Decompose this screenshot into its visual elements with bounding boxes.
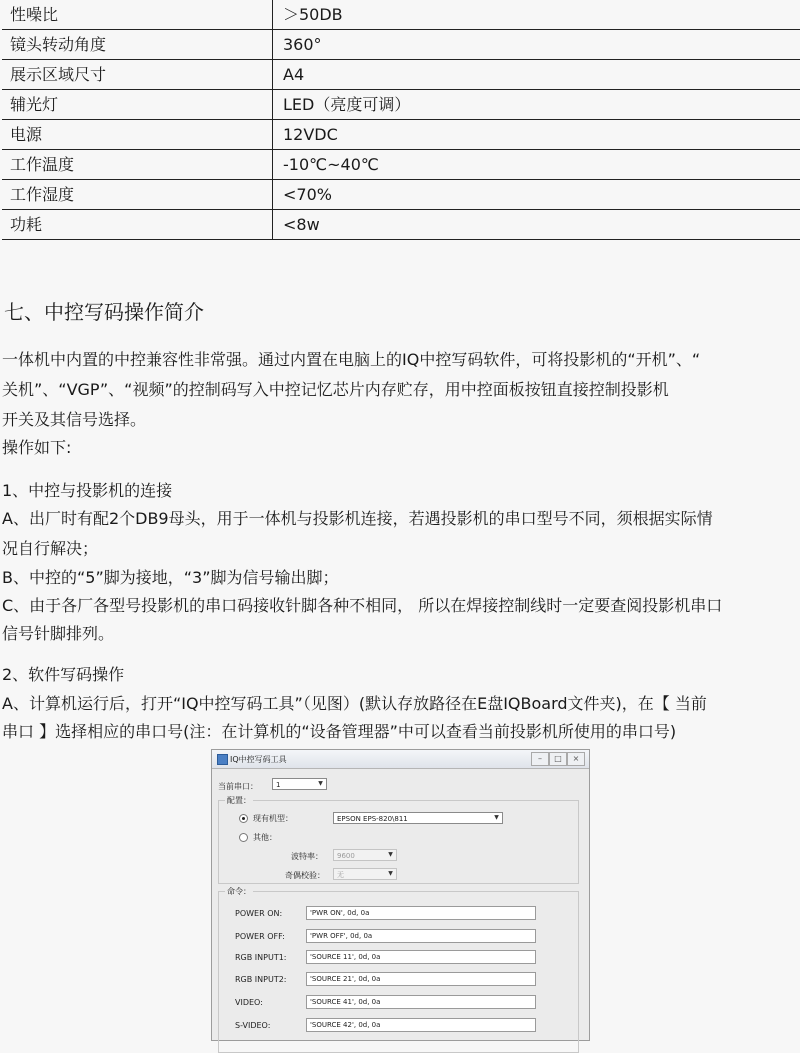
- dialog-titlebar: [212, 750, 589, 769]
- baud-value: 9600: [337, 852, 355, 860]
- paragraph-line: 操作如下:: [2, 434, 798, 462]
- chevron-down-icon: ▼: [315, 779, 326, 789]
- spec-key: 性噪比: [2, 0, 273, 30]
- paragraph-line: 2、软件写码操作: [2, 661, 798, 689]
- s-video-input[interactable]: 'SOURCE 42', 0d, 0a: [306, 1018, 536, 1032]
- command-label-rgb-input2: RGB INPUT2:: [235, 975, 286, 984]
- spec-value: <70%: [273, 180, 800, 210]
- table-row: [2, 210, 800, 240]
- paragraph-line: 开关及其信号选择。: [2, 406, 798, 434]
- spec-key: 展示区域尺寸: [2, 60, 273, 90]
- video-input[interactable]: 'SOURCE 41', 0d, 0a: [306, 995, 536, 1009]
- table-row: [2, 60, 800, 90]
- rgb-input1-input[interactable]: 'SOURCE 11', 0d, 0a: [306, 950, 536, 964]
- config-label: 配置：: [225, 795, 253, 806]
- chevron-down-icon: ▼: [491, 813, 502, 823]
- paragraph-line: 一体机中内置的中控兼容性非常强。通过内置在电脑上的IQ中控写码软件，可将投影机的“开机”、“: [2, 346, 798, 374]
- paragraph-line: 1、中控与投影机的连接: [2, 477, 798, 505]
- command-label-rgb-input1: RGB INPUT1:: [235, 953, 286, 962]
- paragraph-line: 信号针脚排列。: [2, 620, 798, 648]
- spec-key: 电源: [2, 120, 273, 150]
- serial-select[interactable]: [272, 778, 327, 790]
- spec-value: LED（亮度可调）: [273, 90, 800, 120]
- paragraph-line: B、中控的“5”脚为接地，“3”脚为信号输出脚；: [2, 564, 798, 592]
- model-select[interactable]: [333, 812, 503, 824]
- close-button[interactable]: ×: [567, 752, 585, 766]
- table-row: [2, 0, 800, 30]
- spec-key: 工作湿度: [2, 180, 273, 210]
- parity-value: 无: [337, 871, 344, 879]
- table-row: [2, 30, 800, 60]
- power-on-input[interactable]: 'PWR ON', 0d, 0a: [306, 906, 536, 920]
- iq-tool-dialog: [211, 749, 590, 1041]
- table-row: [2, 90, 800, 120]
- parity-label: 奇偶校验：: [285, 870, 325, 881]
- spec-key: 镜头转动角度: [2, 30, 273, 60]
- paragraph-line: A、计算机运行后，打开“IQ中控写码工具”（见图）(默认存放路径在E盘IQBoard文件夹)，在【 当前: [2, 690, 798, 718]
- spec-value: 12VDC: [273, 120, 800, 150]
- paragraph-line: 串口 】选择相应的串口号(注：在计算机的“设备管理器”中可以查看当前投影机所使用的串口号): [2, 718, 798, 746]
- spec-value: 360°: [273, 30, 800, 60]
- parity-select[interactable]: [333, 868, 397, 880]
- existing-model-radio[interactable]: [239, 814, 248, 823]
- baud-select[interactable]: [333, 849, 397, 861]
- serial-label: 当前串口：: [218, 781, 258, 792]
- command-label: 命令：: [225, 886, 253, 897]
- table-row: [2, 180, 800, 210]
- command-group: [218, 891, 579, 1053]
- spec-key: 功耗: [2, 210, 273, 240]
- paragraph-line: C、由于各厂各型号投影机的串口码接收针脚各种不相同， 所以在焊接控制线时一定要查阅投影机串口: [2, 592, 798, 620]
- chevron-down-icon: ▼: [385, 850, 396, 860]
- spec-value: ＞50DB: [273, 0, 800, 30]
- other-label: 其他：: [253, 832, 277, 843]
- minimize-button[interactable]: –: [531, 752, 549, 766]
- app-icon: [217, 754, 228, 765]
- dialog-title: IQ中控写码工具: [230, 754, 287, 765]
- paragraph-line: 关机”、“VGP”、“视频”的控制码写入中控记忆芯片内存贮存，用中控面板按钮直接控制投影机: [2, 376, 798, 404]
- existing-model-label: 现有机型：: [253, 813, 293, 824]
- paragraph-line: A、出厂时有配2个DB9母头，用于一体机与投影机连接，若遇投影机的串口型号不同，须根据实际情: [2, 505, 798, 533]
- table-row: [2, 150, 800, 180]
- maximize-button[interactable]: □: [549, 752, 567, 766]
- chevron-down-icon: ▼: [385, 869, 396, 879]
- spec-value: -10℃~40℃: [273, 150, 800, 180]
- spec-value: <8w: [273, 210, 800, 240]
- spec-key: 辅光灯: [2, 90, 273, 120]
- command-label-power-off: POWER OFF:: [235, 932, 285, 941]
- rgb-input2-input[interactable]: 'SOURCE 21', 0d, 0a: [306, 972, 536, 986]
- command-label-power-on: POWER ON:: [235, 909, 282, 918]
- other-radio[interactable]: [239, 833, 248, 842]
- paragraph-line: 况自行解决；: [2, 535, 798, 563]
- spec-value: A4: [273, 60, 800, 90]
- config-group: [218, 800, 579, 884]
- command-label-video: VIDEO:: [235, 998, 263, 1007]
- spec-table: [2, 0, 800, 240]
- spec-key: 工作温度: [2, 150, 273, 180]
- baud-label: 波特率：: [291, 851, 323, 862]
- power-off-input[interactable]: 'PWR OFF', 0d, 0a: [306, 929, 536, 943]
- table-row: [2, 120, 800, 150]
- section-title: 七、中控写码操作简介: [4, 296, 204, 325]
- serial-value: 1: [276, 781, 280, 789]
- command-label-s-video: S-VIDEO:: [235, 1021, 270, 1030]
- model-value: EPSON EPS-820\811: [337, 815, 408, 823]
